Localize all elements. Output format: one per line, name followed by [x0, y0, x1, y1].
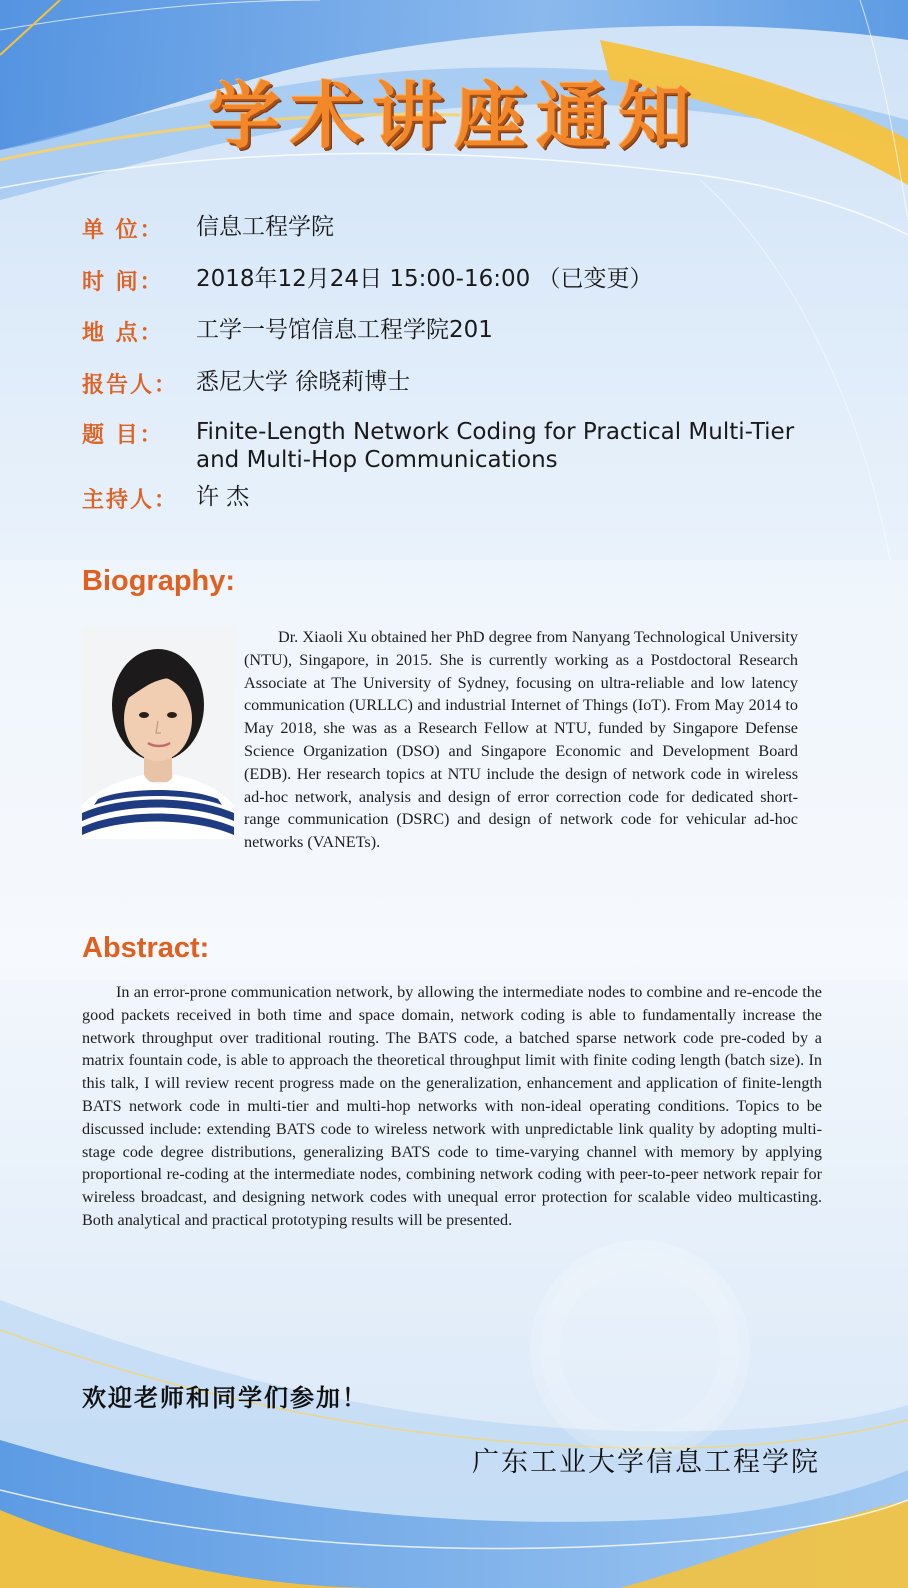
topic-label: 题 目： — [82, 423, 164, 448]
host-value: 许 杰 — [196, 484, 250, 510]
info-row-host — [82, 483, 842, 514]
host-label: 主持人： — [82, 488, 179, 513]
info-row-speaker — [82, 368, 842, 399]
page-title: 学术讲座通知 — [207, 74, 700, 158]
speaker-label: 报告人： — [82, 373, 179, 398]
abstract-heading: Abstract: — [82, 932, 210, 964]
organizer-name: 广东工业大学信息工程学院 — [472, 1447, 820, 1478]
info-row-time — [82, 265, 842, 296]
time-value: 2018年12月24日 15:00-16:00 （已变更） — [196, 266, 653, 292]
speaker-value: 悉尼大学 徐晓莉博士 — [196, 369, 411, 395]
info-row-place — [82, 316, 842, 347]
welcome-message: 欢迎老师和同学们参加！ — [82, 1384, 368, 1412]
place-value: 工学一号馆信息工程学院201 — [196, 317, 493, 343]
abstract-paragraph: In an error-prone communication network, by allowing the intermediate nodes to combine and re-encode the good packets received in both time and space domain, network coding is able to fundamentally increase the network throughput over traditional routing. The BATS code, a batched sparse network code pre-coded by a matrix fountain code, is able to approach the theoretical throughput limit with finite coding length (batch size). In this talk, I will review recent progress made on the generalization, enhancement and application of finite-length BATS network code in multi-tier and multi-hop networks with non-ideal operating conditions. Topics to be discussed include: extending BATS code to wireless network with unpredictable link quality by adopting multi-stage code degree distributions, generalizing BATS code to time-varying channel with memory by applying proportional re-coding at the intermediate nodes, combining network coding with peer-to-peer network repair for wireless broadcast, and designing network codes with unequal error protection for scalable video multicasting. Both analytical and practical prototyping results will be presented. — [82, 983, 822, 1229]
time-label: 时 间： — [82, 270, 164, 295]
unit-label: 单 位： — [82, 218, 164, 243]
place-label: 地 点： — [82, 321, 164, 346]
info-row-topic — [82, 418, 842, 474]
biography-text — [82, 626, 798, 854]
unit-value: 信息工程学院 — [196, 214, 334, 240]
photo-spacer — [82, 626, 244, 854]
biography-heading: Biography: — [82, 565, 236, 597]
info-row-unit — [82, 213, 842, 244]
biography-paragraph: Dr. Xiaoli Xu obtained her PhD degree from Nanyang Technological University (NTU), Singapore, in 2015. She is currently working as a Postdoctoral Research Associate at The University of Sydney, focusing on ultra-reliable and low latency communication (URLLC) and industrial Internet of Things (IoT). From May 2014 to May 2018, she was as a Research Fellow at NTU, funded by Singapore Defense Science Organization (DSO) and Singapore Economic and Development Board (EDB). Her research topics at NTU include the design of network code in wireless ad-hoc network, analysis and design of error correction code for dedicated short-range communication (DSRC) and design of network code for vehicular ad-hoc networks (VANETs). — [244, 628, 798, 852]
topic-value: Finite-Length Network Coding for Practical Multi-Tier and Multi-Hop Communications — [196, 419, 795, 473]
